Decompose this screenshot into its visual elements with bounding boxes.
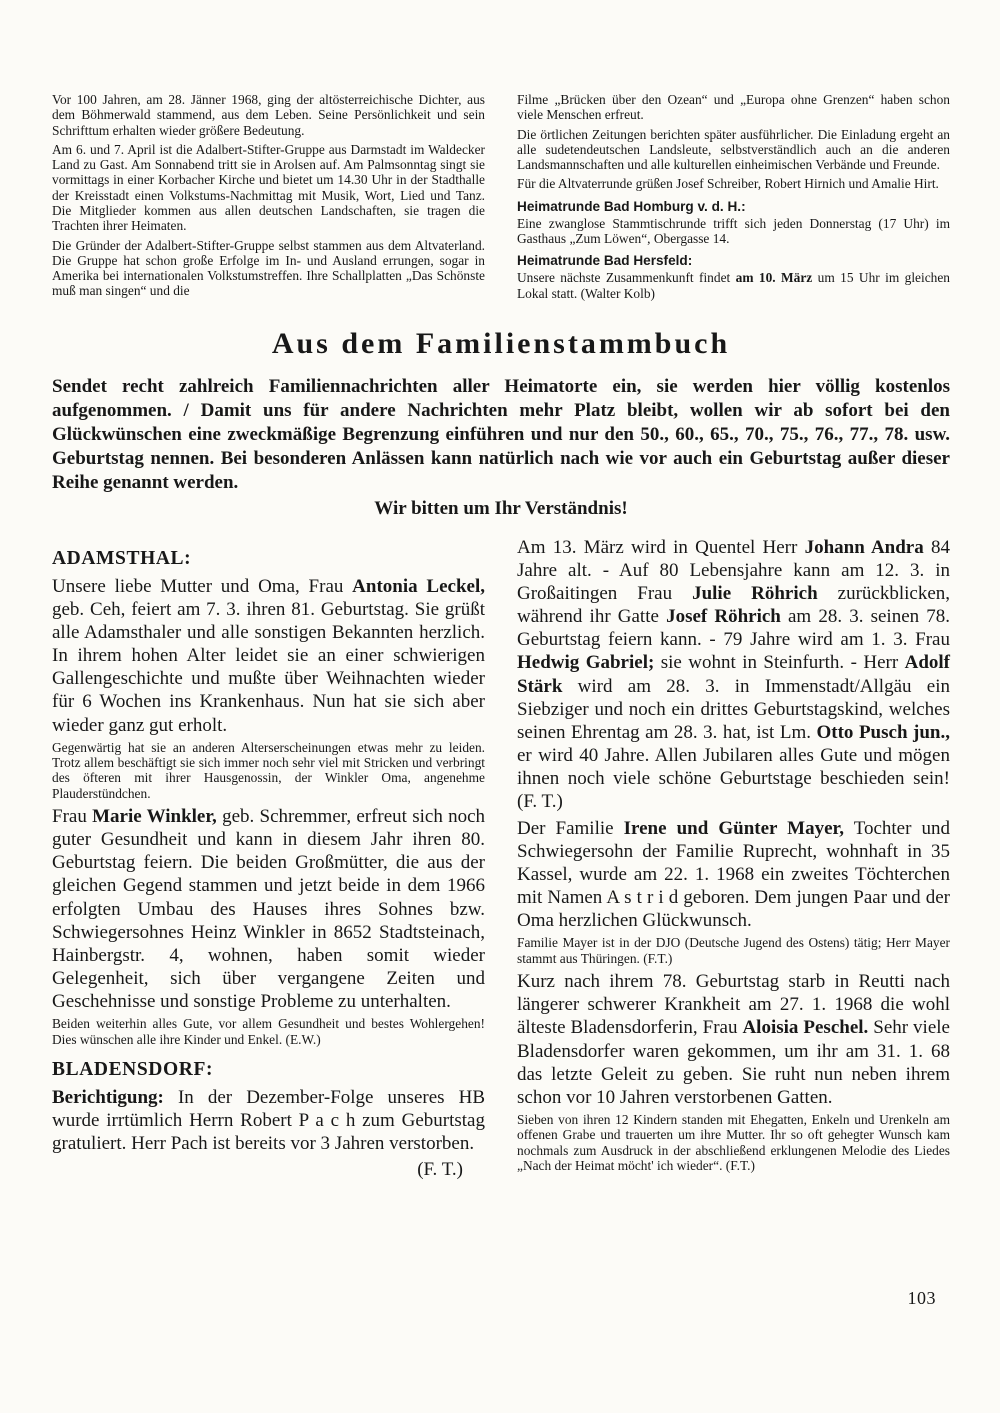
text-segment: Unsere liebe Mutter und Oma, Frau — [52, 575, 353, 597]
section-heading — [52, 1059, 485, 1081]
paragraph — [52, 805, 485, 1014]
text-segment: Am 13. März wird in Quentel Herr — [517, 536, 805, 558]
text-segment: 84 Jahre alt. - Auf 80 Lebensjahre kann am 12. 3. in Großaitingen Frau — [517, 536, 950, 604]
bold-text-segment: Antonia Leckel, — [352, 575, 485, 597]
paragraph — [517, 536, 950, 814]
bold-text-segment: Hedwig Gabriel; — [517, 652, 655, 674]
top-right-column — [517, 92, 950, 305]
text-segment: am 28. 3. seinen 78. Geburtstag feiern kann. - 79 Jahre wird am 1. 3. Frau — [517, 606, 951, 651]
intro-last-line: Wir bitten um Ihr Verständnis! — [374, 498, 628, 520]
text-segment: (F. T.) — [417, 1158, 463, 1180]
paragraph — [52, 92, 485, 138]
text-segment: zurückblicken, während ihr Gatte — [517, 582, 951, 628]
main-right-column — [517, 536, 950, 1181]
bold-text-segment: Heimatrunde Bad Hersfeld: — [517, 253, 693, 269]
paragraph — [52, 238, 485, 299]
text-segment: Kurz nach ihrem 78. Geburtstag starb in Reutti nach längerer schwerer Krankheit am 27. 1. 1968 die wohl älteste Bladensdorferin, Frau — [517, 971, 950, 1039]
text-segment: um 15 Uhr im gleichen Lokal statt. (Walter Kolb) — [517, 270, 950, 301]
text-segment: Familie Mayer ist in der DJO (Deutsche Jugend des Ostens) tätig; Herr Mayer stammt aus Thüringen. (F.T.) — [517, 935, 950, 966]
text-segment: er wird 40 Jahre. Allen Jubilaren alles Gute und mögen ihnen noch viele schöne Geburtstage beschieden sein! (F. T.) — [517, 745, 950, 813]
paragraph — [52, 1016, 485, 1047]
paragraph — [52, 1086, 485, 1156]
text-segment: wird am 28. 3. in Immenstadt/Allgäu ein Siebziger und noch ein drittes Geburtstagskind, welches seinen Ehrentag am 28. 3. hat, ist Lm. — [517, 675, 950, 743]
paragraph — [52, 575, 485, 737]
text-segment: Die Gründer der Adalbert-Stifter-Gruppe selbst stammen aus dem Altvaterland. Die Gruppe hat schon große Erfolge im In- und Ausland errungen, sogar in Amerika bei internationalen Volkstumstreffen. Ihre Schallplatten „Das Schönste muß man singen“ und die — [52, 237, 485, 299]
text-segment: Sieben von ihren 12 Kindern standen mit Ehegatten, Enkeln und Urenkeln am offenen Grabe und trauerten um ihre Mutter. Ihr so oft gehegter Wunsch kam nochmals zum Ausdruck in der abschließend erklungenen Melodie des Liedes „Nach der Heimat möcht' ich wieder“. (F.T.) — [517, 1112, 950, 1173]
text-segment: Unsere nächste Zusammenkunft findet — [517, 270, 736, 286]
bold-text-segment: Irene und Günter Mayer, — [623, 817, 844, 839]
text-segment: geb. Schremmer, erfreut sich noch guter Gesundheit und kann in diesem Jahr ihren 80. Geburtstag feiern. Die beiden Großmütter, die aus der gleichen Gegend stammen und jetzt beide in dem 1966 erfolgten Umbau des Hauses ihres Sohnes bzw. Schwiegersohnes Heinz Winkler in 8652 Stadtsteinach, Hainbergstr. 4, wohnen, haben somit wieder Gelegenheit, sich über vergangene Zeiten und Geschehnisse und sonstige Probleme zu unterhalten. — [52, 805, 486, 1013]
subheading — [517, 253, 950, 268]
section-title: Aus dem Familienstammbuch — [271, 326, 731, 360]
bold-text-segment: am 10. März — [735, 270, 813, 286]
text-segment: Der Familie — [517, 817, 624, 839]
paragraph — [517, 970, 950, 1109]
text-segment: Sehr viele Bladensdorfer waren gekommen, um ihr am 31. 1. 68 das letzte Geleit zu geben. Sie ruht nun neben ihrem schon vor 10 Jahren verstorbenen Gatten. — [517, 1017, 950, 1108]
top-columns — [52, 92, 950, 305]
bold-text-segment: Otto Pusch jun., — [816, 721, 950, 743]
paragraph — [517, 216, 950, 247]
main-columns — [52, 536, 950, 1181]
bold-text-segment: ADAMSTHAL: — [52, 547, 192, 569]
text-segment: Für die Altvaterrunde grüßen Josef Schreiber, Robert Hirnich und Amalie Hirt. — [517, 176, 939, 192]
paragraph — [517, 176, 950, 191]
main-left-column — [52, 536, 485, 1181]
bold-text-segment: Julie Röhrich — [692, 582, 818, 604]
subheading — [517, 199, 950, 214]
text-segment: Die örtlichen Zeitungen berichten später ausführlicher. Die Einladung ergeht an alle sudetendeutschen Landsleute, selbstverständlich auch an die anderen Landsmannschaften und alle kulturellen einheimischen Verbände und Freunde. — [517, 126, 950, 173]
bold-text-segment: BLADENSDORF: — [52, 1059, 214, 1080]
text-segment: In der Dezember-Folge unseres HB wurde irrtümlich Herrn Robert P a c h zum Geburtstag gratuliert. Herr Pach ist bereits vor 3 Jahren verstorben. — [52, 1087, 485, 1155]
text-segment: Beiden weiterhin alles Gute, vor allem Gesundheit und bestes Wohlergehen! Dies wünschen alle ihre Kinder und Enkel. (E.W.) — [52, 1016, 485, 1047]
bold-text-segment: Aloisia Peschel. — [742, 1017, 869, 1039]
intro-paragraph: Sendet recht zahlreich Familiennachrichten aller Heimatorte ein, sie werden hier völlig kostenlos aufgenommen. / Damit uns für andere Nachrichten mehr Platz bleibt, wollen wir ab sofort bei den Glückwünschen eine zweckmäßige Begrenzung einführen und nur den 50., 60., 65., 70., 75., 76., 77., 78. usw. Geburtstag nennen. Bei besonderen Anlässen kann natürlich nach wie vor auch ein Geburtstag außer dieser Reihe genannt werden. — [52, 375, 950, 494]
paragraph — [517, 935, 950, 966]
text-segment: Eine zwanglose Stammtischrunde trifft sich jeden Donnerstag (17 Uhr) im Gasthaus „Zum Löwen“, Obergasse 14. — [517, 215, 950, 246]
paragraph — [517, 270, 950, 301]
text-segment: Tochter und Schwiegersohn der Familie Ruprecht, wohnhaft in 35 Kassel, wurde am 22. 1. 1968 ein zweites Töchterchen mit Namen A s t r i d geboren. Dem jungen Paar und der Oma herzlichen Glückwunsch. — [517, 817, 950, 932]
text-segment: Filme „Brücken über den Ozean“ und „Europa ohne Grenzen“ haben schon viele Menschen erfreut. — [517, 92, 950, 123]
bold-text-segment: Marie Winkler, — [92, 805, 217, 827]
text-segment: geb. Ceh, feiert am 7. 3. ihren 81. Geburtstag. Sie grüßt alle Adamsthaler und alle sonstigen Bekannten herzlich. In ihrem hohen Alter leidet sie an einer schwierigen Gallengeschichte und mußte über Weihnachten wieder für 6 Wochen ins Krankenhaus. Nun hat sie sich aber wieder ganz gut erholt. — [52, 598, 485, 736]
paragraph — [52, 740, 485, 801]
signature-line — [52, 1159, 485, 1181]
paragraph — [517, 1112, 950, 1173]
bold-text-segment: Berichtigung: — [52, 1087, 164, 1108]
paragraph — [52, 142, 485, 234]
paragraph — [517, 127, 950, 173]
page-number: 103 — [907, 1288, 936, 1308]
section-heading — [52, 548, 485, 570]
text-segment: Frau — [52, 805, 93, 827]
bold-text-segment: Adolf Stärk — [517, 652, 950, 697]
paragraph — [517, 92, 950, 123]
paragraph — [517, 817, 950, 933]
bold-text-segment: Johann Andra — [804, 536, 924, 558]
top-left-column — [52, 92, 485, 305]
text-segment: Vor 100 Jahren, am 28. Jänner 1968, ging der altösterreichische Dichter, aus dem Böhmerwald stammend, aus dem Leben. Seine Persönlichkeit und sein Schrifttum erhalten wieder größere Bedeutung. — [52, 92, 485, 138]
bold-text-segment: Heimatrunde Bad Homburg v. d. H.: — [517, 198, 746, 214]
text-segment: sie wohnt in Steinfurth. - Herr — [654, 652, 905, 674]
text-segment: Gegenwärtig hat sie an anderen Alterserscheinungen etwas mehr zu leiden. Trotz allem beschäftigt sie sich immer noch sehr viel mit Stricken und verbringt des öfteren mit ihrer Hausgenossin, der Winkler Oma, angenehme Plauderstündchen. — [52, 739, 485, 801]
bold-text-segment: Josef Röhrich — [666, 606, 781, 628]
text-segment: Am 6. und 7. April ist die Adalbert-Stifter-Gruppe aus Darmstadt im Waldecker Land zu Gast. Am Sonnabend tritt sie in Arolsen auf. Am Palmsonntag singt sie vormittags in einer Korbacher Kirche und bietet um 14.30 Uhr in der Stadthalle der Kreisstadt einen Volkstums-Nachmittag mit Musik, Wort, Lied und Tanz. Die Mitglieder kommen aus allen deutschen Landschaften, sie tragen die Trachten ihrer Heimaten. — [52, 141, 485, 234]
